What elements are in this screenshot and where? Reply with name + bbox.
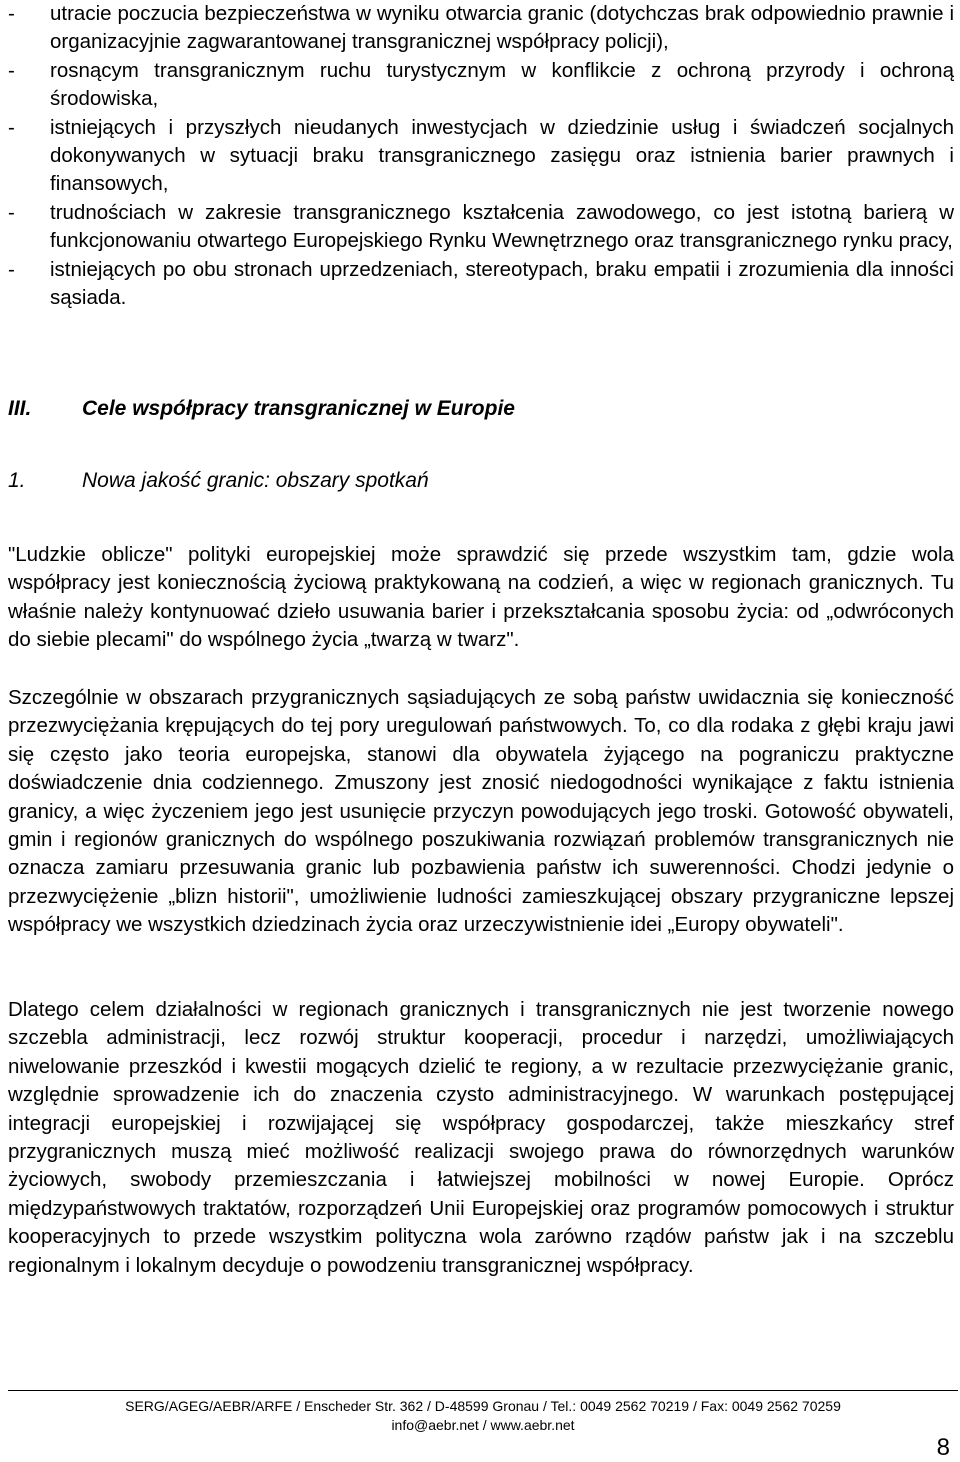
bullet-item [8,114,954,199]
bullet-item [8,57,954,114]
bullet-marker: - [8,200,15,224]
bullet-item [8,256,954,313]
bullet-marker: - [8,257,15,281]
bullet-text: istniejących i przyszłych nieudanych inwestycjach w dziedzinie usług i świadczeń socjalnych dokonywanych w sytuacji braku transgranicznego zasięgu oraz istnienia barier prawnych i finansowych, [50,115,954,196]
paragraph: Szczególnie w obszarach przygranicznych sąsiadujących ze sobą państw uwidacznia się konieczność przezwyciężania krępujących do tej pory uregulowań państwowych. To, co dla rodaka z głębi kraju jawi się często jako teoria europejska, stanowi dla obywatela żyjącego na pograniczu praktyczne doświadczenie dnia codziennego. Zmuszony jest znosić niedogodności wynikające z faktu istnienia granicy, a więc życzeniem jego jest usunięcie przyczyn powodujących jego troski. Gotowość obywateli, gmin i regionów granicznych do wspólnego poszukiwania rozwiązań problemów transgranicznych nie oznacza zamiaru przesuwania granic lub pozbawienia państw ich suwerenności. Chodzi jedynie o przezwyciężenie „blizn historii", umożliwienie ludności zamieszkującej obszary przygraniczne lepszej współpracy we wszystkich dziedzinach życia oraz urzeczywistnienie idei „Europy obywateli". [8,686,954,937]
subsection-number: 1. [8,469,26,492]
footer-contact: info@aebr.net / www.aebr.net [391,1417,575,1433]
bullet-list [8,0,954,312]
bullet-marker: - [8,2,15,25]
paragraph: Dlatego celem działalności w regionach granicznych i transgranicznych nie jest tworzenie nowego szczebla administracji, lecz rozwój struktur kooperacji, procedur i narzędzi, umożliwiających niwelowanie przeszkód i kwestii mogących dzielić te regiony, a w rezultacie przezwyciężanie granic, względnie sprowadzenie ich do znaczenia czysto administracyjnego. W warunkach postępującej integracji europejskiej i rozwijającej się współpracy gospodarczej, także mieszkańcy stref przygranicznych muszą mieć możliwość realizacji swojego prawa do równorzędnych warunków życiowych, swobody przemieszczania i łatwiejszej mobilności w nowej Europie. Oprócz międzypaństwowych traktatów, rozporządzeń Unii Europejskiej oraz programów pomocowych i struktur kooperacyjnych to przede wszystkim polityczna wola zarówno rządów państw jak i na szczeblu regionalnym i lokalnym decyduje o powodzeniu transgranicznej współpracy. [8,998,954,1277]
section-title: Cele współpracy transgranicznej w Europie [82,397,515,420]
section-number: III. [8,397,32,420]
subsection-title: Nowa jakość granic: obszary spotkań [82,469,429,492]
bullet-text: trudnościach w zakresie transgranicznego kształcenia zawodowego, co jest istotną barierą w funkcjonowaniu otwartego Europejskiego Rynku Wewnętrznego oraz transgranicznego rynku pracy, [50,200,954,253]
footer-divider [8,1390,958,1391]
bullet-marker: - [8,58,15,82]
paragraph: "Ludzkie oblicze" polityki europejskiej może sprawdzić się przede wszystkim tam, gdzie wola współpracy jest koniecznością życiową praktykowaną na codzień, a więc w regionach granicznych. Tu właśnie należy kontynuować dzieło usuwania barier i przekształcania sposobu życia: od „odwróconych do siebie plecami" do wspólnego życia „twarzą w twarz". [8,543,954,652]
bullet-item [8,0,954,57]
bullet-item [8,199,954,256]
bullet-text: istniejących po obu stronach uprzedzeniach, stereotypach, braku empatii i zrozumienia dla inności sąsiada. [50,257,954,310]
bullet-marker: - [8,115,15,139]
bullet-text: utracie poczucia bezpieczeństwa w wyniku otwarcia granic (dotychczas brak odpowiednio prawnie i organizacyjnie zagwarantowanej transgranicznej współpracy policji), [50,2,954,54]
bullet-text: rosnącym transgranicznym ruchu turystycznym w konflikcie z ochroną przyrody i ochroną środowiska, [50,58,954,111]
page-number: 8 [936,1434,950,1461]
footer-address: SERG/AGEG/AEBR/ARFE / Enscheder Str. 362 / D-48599 Gronau / Tel.: 0049 2562 70219 / Fax: 0049 2562 70259 [125,1398,841,1414]
